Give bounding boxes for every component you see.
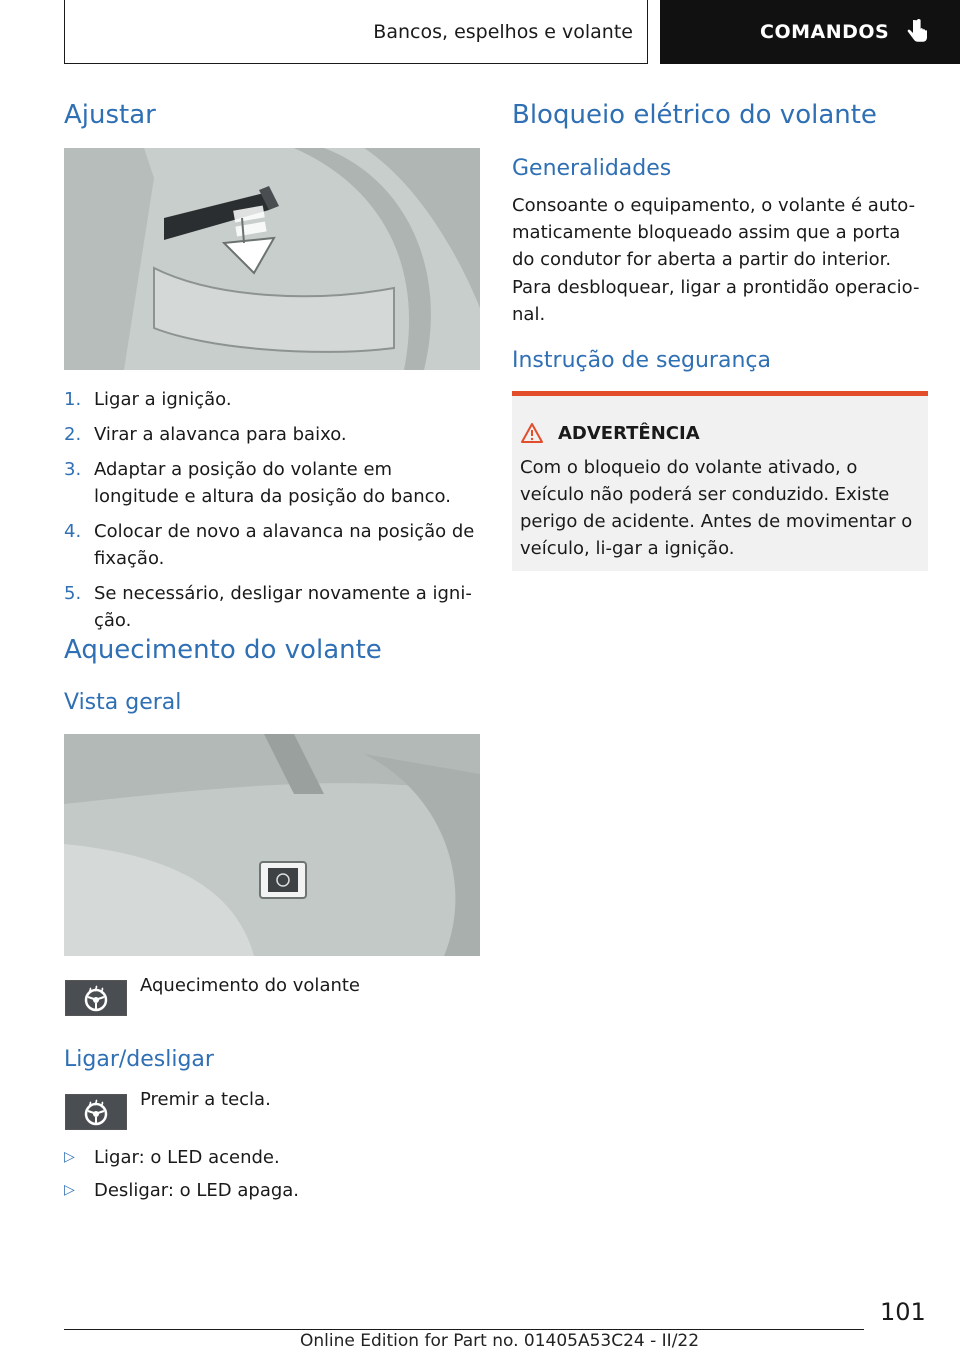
- list-item: [64, 518, 480, 572]
- footer-divider: [64, 1329, 864, 1330]
- step-number: 1.: [64, 389, 82, 410]
- ligar-desligar-title: Ligar/desligar: [64, 1047, 214, 1072]
- steering-heating-illustration: [64, 734, 480, 956]
- generalidades-paragraph-2: Para desbloquear, ligar a prontidão operacio-nal.: [512, 277, 920, 325]
- generalidades-title: Generalidades: [512, 156, 672, 181]
- steering-lever-illustration: [64, 148, 480, 370]
- seguranca-title: Instrução de segurança: [512, 348, 771, 373]
- ajustar-steps: [64, 386, 480, 642]
- list-item: [64, 386, 480, 413]
- warning-title: ADVERTÊNCIA: [558, 422, 700, 444]
- aquecimento-title: Aquecimento do volante: [64, 635, 382, 665]
- header-section: [64, 0, 648, 64]
- header-chapter-label: COMANDOS: [760, 21, 890, 43]
- step-text: Adaptar a posição do volante em longitude e altura da posição do banco.: [94, 459, 451, 507]
- list-item: [64, 580, 480, 634]
- bullet-text: Ligar: o LED acende.: [94, 1147, 280, 1168]
- step-number: 5.: [64, 583, 82, 604]
- step-text: Ligar a ignição.: [94, 389, 232, 410]
- bloqueio-title: Bloqueio elétrico do volante: [512, 100, 877, 130]
- heating-icon-caption: Aquecimento do volante: [140, 975, 361, 996]
- triangle-bullet-icon: ▷: [64, 1149, 75, 1165]
- heated-steering-wheel-key-icon: [65, 1094, 127, 1130]
- heated-steering-wheel-button-icon: [65, 980, 127, 1016]
- warning-text: Com o bloqueio do volante ativado, o veículo não poderá ser conduzido. Existe perigo de acidente. Antes de movimentar o veículo, li-gar a ignição.: [520, 457, 913, 559]
- generalidades-paragraph-1: Consoante o equipamento, o volante é auto-maticamente bloqueado assim que a porta do condutor for aberta a partir do interior.: [512, 195, 916, 270]
- list-item: [64, 1177, 480, 1204]
- step-number: 4.: [64, 521, 82, 542]
- hand-pointer-icon: [905, 18, 929, 46]
- step-text: Colocar de novo a alavanca na posição de fixação.: [94, 521, 475, 569]
- warning-triangle-icon: [520, 422, 544, 444]
- warning-heading: [520, 422, 700, 444]
- step-text: Virar a alavanca para baixo.: [94, 424, 347, 445]
- edition-note: Online Edition for Part no. 01405A53C24 - II/22: [300, 1331, 700, 1351]
- page-number: 101: [880, 1298, 926, 1326]
- step-text: Se necessário, desligar novamente a igni-ção.: [94, 583, 472, 631]
- list-item: [64, 1144, 480, 1171]
- triangle-bullet-icon: ▷: [64, 1182, 75, 1198]
- press-key-caption: Premir a tecla.: [140, 1089, 271, 1110]
- vista-geral-title: Vista geral: [64, 690, 182, 715]
- list-item: [64, 421, 480, 448]
- header-section-label: Bancos, espelhos e volante: [373, 20, 633, 43]
- warning-box: [512, 391, 928, 571]
- list-item: [64, 456, 480, 510]
- bullet-text: Desligar: o LED apaga.: [94, 1180, 300, 1201]
- ajustar-title: Ajustar: [64, 100, 156, 130]
- header-chapter: [660, 0, 960, 64]
- on-off-list: [64, 1144, 480, 1210]
- step-number: 3.: [64, 459, 82, 480]
- step-number: 2.: [64, 424, 82, 445]
